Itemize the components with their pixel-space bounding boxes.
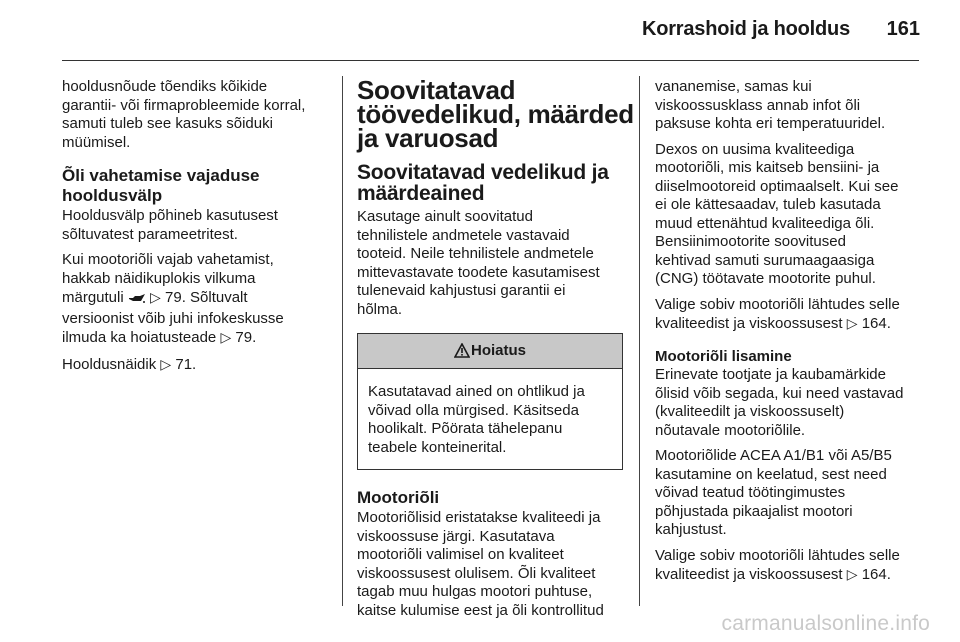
chapter-heading: Soovitatavad töövedelikud, määrded ja varuosad: [357, 75, 634, 153]
running-header-title: Korrashoid ja hooldus: [641, 18, 850, 40]
intro-paragraph: hooldusnõude tõendiks kõikide garantii- või firmaprobleemide korral, samuti tuleb see kasuks sõiduki müümisel.: [62, 78, 306, 151]
paragraph-mixing-oils: Erinevate tootjate ja kaubamärkide õlisid võib segada, kui need vastavad (kvaliteedilt ja viskoossuselt) nõutavale mootoriõlile.: [655, 366, 904, 439]
header-rule: [62, 60, 919, 61]
paragraph-engine-oil: Mootoriõlisid eristatakse kvaliteedi ja viskoossuse järgi. Kasutatava mootoriõli valimisel on kvaliteet viskoossusest olulisem. Õli kvaliteet tagab muu hulgas mootori puhtuse, kaitse kulumise eest ja õli kontrollitud: [357, 509, 604, 619]
section-heading-oil-interval: Õli vahetamise vajaduse hooldusvälp: [62, 166, 260, 205]
paragraph-choose-oil: Valige sobiv mootoriõli lähtudes selle kvaliteedist ja viskoossusest ▷ 164.: [655, 295, 900, 332]
section-heading-fluids: Soovitatavad vedelikud ja määrdeained: [357, 161, 609, 205]
column-divider-1: [342, 76, 343, 606]
paragraph-service-indicator: Hooldusnäidik ▷ 71.: [62, 355, 197, 373]
paragraph-recommended-products: Kasutage ainult soovitatud tehnilistele andmetele vastavaid tooteid. Neile tehnilistele andmetele mittevastavate toodete kasutamisest tulenevaid kahjustusi garantii ei hõlma.: [357, 208, 600, 318]
paragraph-interval-basis: Hooldusvälp põhineb kasutusest sõltuvatest parameetritest.: [62, 207, 278, 243]
page-reference-triangle-icon: ▷: [220, 329, 232, 345]
page-reference-link[interactable]: 79: [235, 329, 253, 346]
page-reference-link[interactable]: 164: [861, 566, 887, 583]
page-reference-link[interactable]: 164: [861, 315, 887, 332]
paragraph-aging: vananemise, samas kui viskoossusklass annab infot õli paksuse kohta eri temperatuuridel.: [655, 78, 886, 132]
section-heading-engine-oil: Mootoriõli: [357, 488, 440, 507]
column-3: [655, 78, 920, 592]
page-reference-link[interactable]: 79: [165, 289, 182, 306]
warning-header: Hoiatus: [358, 334, 622, 369]
paragraph-acea-forbidden: Mootoriõlide ACEA A1/B1 või A5/B5 kasutamine on keelatud, sest need võivad teatud töötingimustes põhjustada pikaajalist mootori kahjustust.: [655, 447, 892, 538]
watermark: carmanualsonline.info: [721, 612, 930, 635]
page-reference-link[interactable]: 71: [175, 355, 193, 373]
page-reference-triangle-icon: ▷: [160, 355, 172, 372]
warning-text: Kasutatavad ained on ohtlikud ja võivad olla mürgised. Käsitseda hoolikalt. Põörata tähelepanu teabele konteinerital.: [368, 383, 585, 456]
page-reference-triangle-icon: ▷: [150, 289, 161, 305]
paragraph-dexos: Dexos on uusima kvaliteediga mootoriõli, mis kaitseb bensiini- ja diiselmootoreid optimaalselt. Kui see ei ole kättesaadav, tuleb kasutada muud ettenähtud kvaliteediga õli. Bensiinimootorite soovitused kehtivad samuti surumaagaasiga (CNG) töötavate mootorite puhul.: [655, 140, 899, 287]
warning-box: [357, 333, 623, 470]
paragraph-oil-change-warning: Kui mootoriõli vajab vahetamist, hakkab näidikuplokis vilkuma märgutuli ▷ 79. Sõltuvalt versioonist võib juhi infokeskusse ilmuda ka hoiatusteade ▷ 79.: [62, 251, 284, 346]
column-2: [357, 75, 634, 627]
column-divider-2: [639, 76, 640, 606]
paragraph-choose-oil-2: Valige sobiv mootoriõli lähtudes selle kvaliteedist ja viskoossusest ▷ 164.: [655, 546, 900, 583]
oil-can-icon: [128, 291, 146, 310]
section-heading-adding-oil: Mootoriõli lisamine: [655, 347, 792, 365]
page-reference-triangle-icon: ▷: [846, 315, 858, 331]
page-reference-triangle-icon: ▷: [846, 566, 858, 582]
column-1: [62, 78, 324, 381]
page-number: 161: [886, 18, 920, 40]
warning-triangle-icon: [454, 337, 470, 371]
